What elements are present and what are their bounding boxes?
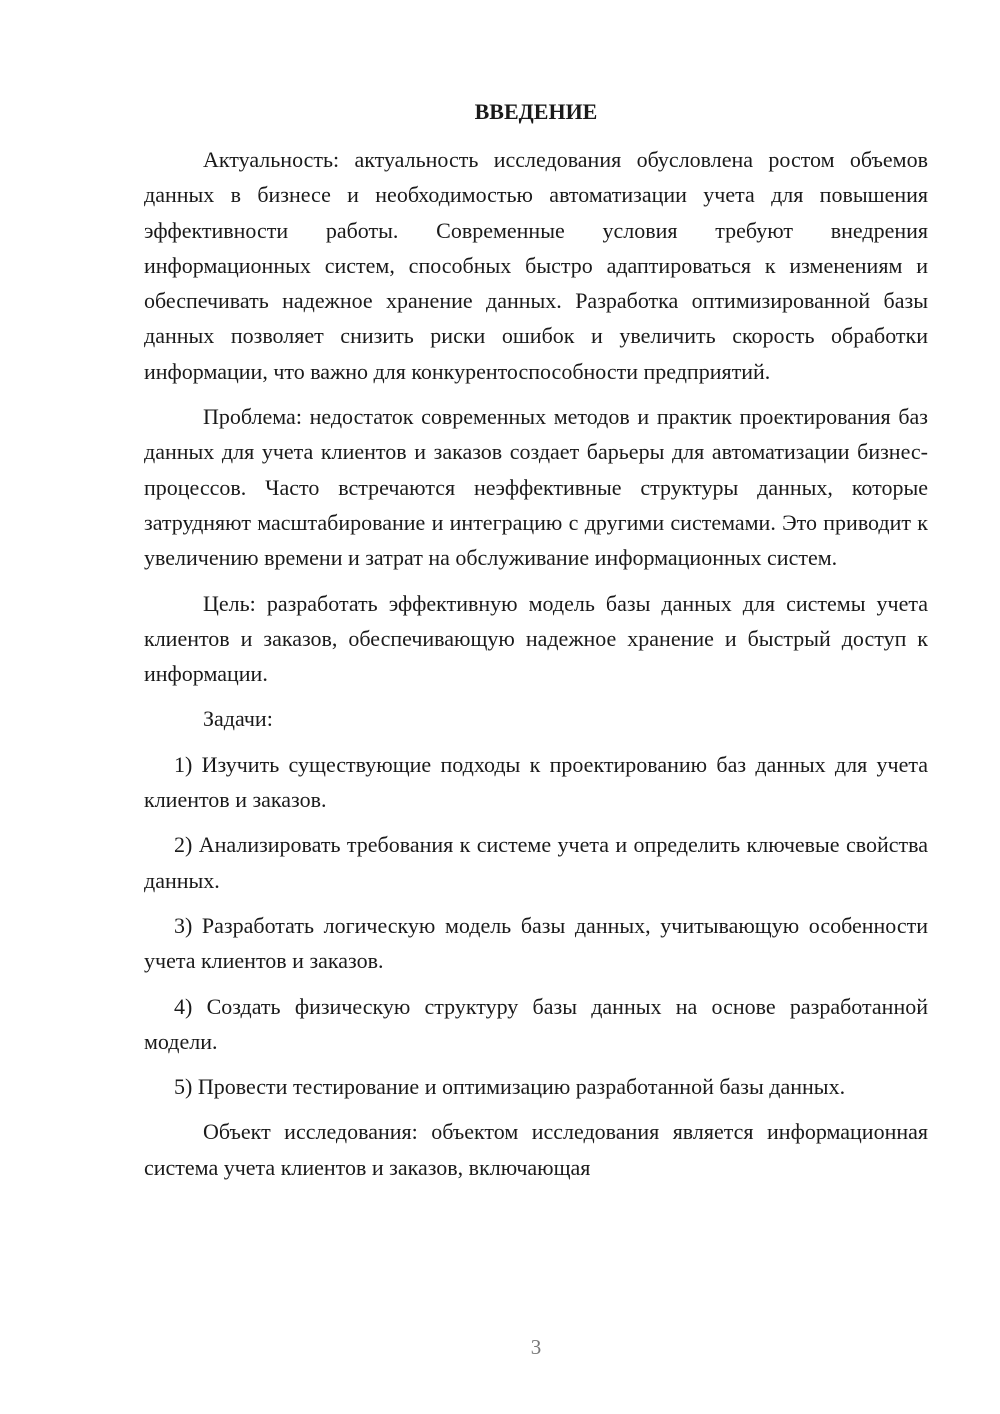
section-title: ВВЕДЕНИЕ bbox=[474, 99, 598, 124]
task-item-1: 1) Изучить существующие подходы к проектированию баз данных для учета клиентов и заказов. bbox=[144, 751, 928, 813]
page-number: 3 bbox=[530, 1335, 542, 1359]
paragraph-problem: Проблема: недостаток современных методов и практик проектирования баз данных для учета клиентов и заказов создает барьеры для автоматизации бизнес-процессов. Часто встречаются неэффективные структуры данных, которые затрудняют масштабирование и интеграцию с другими системами. Это приводит к увеличению времени и затрат на обслуживание информационных систем. bbox=[144, 404, 928, 571]
task-item-2: 2) Анализировать требования к системе учета и определить ключевые свойства данных. bbox=[144, 832, 928, 893]
task-item-5: 5) Провести тестирование и оптимизацию разработанной базы данных. bbox=[174, 1074, 846, 1100]
task-item-3: 3) Разработать логическую модель базы данных, учитывающую особенности учета клиентов и заказов. bbox=[144, 912, 928, 974]
paragraph-goal: Цель: разработать эффективную модель базы данных для системы учета клиентов и заказов, обеспечивающую надежное хранение и быстрый доступ к информации. bbox=[144, 590, 928, 687]
paragraph-object: Объект исследования: объектом исследования является информационная система учета клиентов и заказов, включающая bbox=[144, 1119, 928, 1180]
paragraph-relevance: Актуальность: актуальность исследования обусловлена ростом объемов данных в бизнесе и необходимостью автоматизации учета для повышения эффективности работы. Современные условия требуют внедрения информационных систем, способных быстро адаптироваться к изменениям и обеспечивать надежное хранение данных. Разработка оптимизированной базы данных позволяет снизить риски ошибок и увеличить скорость обработки информации, что важно для конкурентоспособности предприятий. bbox=[144, 147, 928, 384]
document-body bbox=[144, 142, 928, 1185]
tasks-heading: Задачи: bbox=[203, 706, 273, 732]
task-item-4: 4) Создать физическую структуру базы данных на основе разработанной модели. bbox=[144, 993, 928, 1054]
